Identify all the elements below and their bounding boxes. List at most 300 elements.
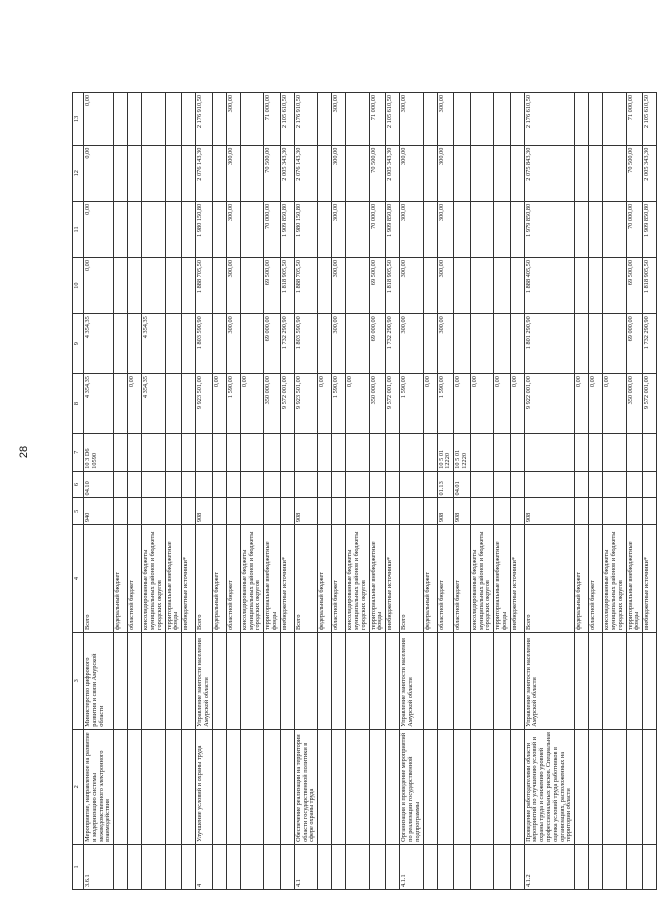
funding-source: областной бюджет (454, 525, 471, 633)
item-number (128, 844, 142, 889)
amount-cell: 300,00 (226, 314, 240, 374)
amount-cell: 300,00 (226, 201, 240, 257)
code-section (626, 471, 643, 498)
amount-cell (346, 93, 369, 146)
code-article (643, 433, 657, 471)
item-name (386, 729, 400, 844)
amount-cell (142, 258, 165, 314)
code-section (142, 471, 165, 498)
amount-cell: 2 005 343,30 (386, 145, 400, 201)
item-name (212, 729, 226, 844)
amount-cell: 2 005 343,30 (280, 145, 294, 201)
item-number (165, 844, 182, 889)
amount-cell: 2 105 610,50 (280, 93, 294, 146)
code-grbs (165, 498, 182, 525)
code-section (510, 471, 524, 498)
column-number-row (73, 93, 84, 890)
responsible (454, 632, 471, 729)
table-row (264, 93, 281, 890)
amount-cell: 4 354,35 (142, 314, 165, 374)
item-name (626, 729, 643, 844)
amount-cell: 0,00 (454, 374, 471, 434)
amount-cell (510, 93, 524, 146)
amount-cell: 1 590,00 (400, 374, 423, 434)
code-section (264, 471, 281, 498)
amount-cell: 1 818 905,50 (280, 258, 294, 314)
funding-source: Всего (196, 525, 213, 633)
item-name (128, 729, 142, 844)
amount-cell: 9 923 501,00 (294, 374, 317, 434)
amount-cell: 69 500,00 (369, 258, 386, 314)
code-grbs (400, 498, 423, 525)
responsible (142, 632, 165, 729)
item-number (437, 844, 454, 889)
amount-cell (142, 145, 165, 201)
table-row (423, 93, 437, 890)
table-row (142, 93, 165, 890)
column-number-7: 7 (73, 433, 84, 471)
funding-source: внебюджетные источники* (182, 525, 196, 633)
code-grbs (142, 498, 165, 525)
code-section (182, 471, 196, 498)
amount-cell: 1 590,00 (437, 374, 454, 434)
code-section (494, 471, 511, 498)
amount-cell: 70 000,00 (264, 201, 281, 257)
code-article (332, 433, 346, 471)
code-article (212, 433, 226, 471)
table-row (84, 93, 114, 890)
item-number (589, 844, 603, 889)
amount-cell (494, 201, 511, 257)
funding-source: территориальные внебюджетные фонды (264, 525, 281, 633)
item-number (318, 844, 332, 889)
table-row (114, 93, 128, 890)
amount-cell: 2 176 910,50 (196, 93, 213, 146)
amount-cell: 1 801 290,90 (524, 314, 575, 374)
amount-cell (470, 258, 493, 314)
table-row (240, 93, 263, 890)
item-name: Проведение работодателями области мероприятий по улучшению условий и охраны труда и снижению уровней профессиональных рисков. Специальная оценка условий труда работников в организациях, расположенных на территории области (524, 729, 575, 844)
amount-cell (212, 145, 226, 201)
amount-cell (589, 145, 603, 201)
code-article: 10 3 D6 10590 (84, 433, 114, 471)
amount-cell: 70 500,00 (264, 145, 281, 201)
amount-cell (470, 145, 493, 201)
code-section: 04.10 (84, 471, 114, 498)
funding-source: Всего (294, 525, 317, 633)
funding-source: территориальные внебюджетные фонды (369, 525, 386, 633)
code-article (165, 433, 182, 471)
amount-cell: 69 500,00 (626, 258, 643, 314)
code-article (626, 433, 643, 471)
item-number (603, 844, 626, 889)
item-number (280, 844, 294, 889)
responsible (280, 632, 294, 729)
amount-cell (470, 314, 493, 374)
column-number-1: 1 (73, 844, 84, 889)
code-article (524, 433, 575, 471)
responsible: Управление занятости населения Амурской области (196, 632, 213, 729)
amount-cell: 9 923 501,00 (196, 374, 213, 434)
item-name (240, 729, 263, 844)
amount-cell: 2 005 343,30 (643, 145, 657, 201)
code-grbs (386, 498, 400, 525)
amount-cell: 0,00 (494, 374, 511, 434)
amount-cell: 71 000,00 (264, 93, 281, 146)
responsible (510, 632, 524, 729)
table-row (294, 93, 317, 890)
amount-cell (165, 258, 182, 314)
amount-cell: 4 354,35 (84, 374, 114, 434)
item-number (264, 844, 281, 889)
amount-cell (318, 258, 332, 314)
amount-cell: 69 000,00 (626, 314, 643, 374)
amount-cell (494, 145, 511, 201)
amount-cell (114, 374, 128, 434)
responsible (264, 632, 281, 729)
amount-cell (114, 314, 128, 374)
amount-cell (575, 93, 589, 146)
table-row (470, 93, 493, 890)
amount-cell (575, 145, 589, 201)
item-number (626, 844, 643, 889)
item-number: 3.6.1 (84, 844, 114, 889)
code-grbs (510, 498, 524, 525)
item-name (454, 729, 471, 844)
amount-cell (423, 258, 437, 314)
amount-cell: 1 590,00 (332, 374, 346, 434)
table-row (386, 93, 400, 890)
amount-cell: 71 000,00 (369, 93, 386, 146)
funding-source: территориальные внебюджетные фонды (494, 525, 511, 633)
amount-cell: 4 354,35 (142, 374, 165, 434)
code-grbs (114, 498, 128, 525)
amount-cell (182, 145, 196, 201)
amount-cell: 1 909 850,80 (280, 201, 294, 257)
item-number: 4.1 (294, 844, 317, 889)
amount-cell (454, 201, 471, 257)
code-grbs: 908 (437, 498, 454, 525)
amount-cell: 4 354,35 (84, 314, 114, 374)
amount-cell: 0,00 (603, 374, 626, 434)
table-row (626, 93, 643, 890)
code-section (400, 471, 423, 498)
responsible (332, 632, 346, 729)
table-row (454, 93, 471, 890)
amount-cell (165, 374, 182, 434)
funding-source: федеральный бюджет (114, 525, 128, 633)
code-article (294, 433, 317, 471)
item-number (643, 844, 657, 889)
responsible (182, 632, 196, 729)
item-name (589, 729, 603, 844)
amount-cell (128, 314, 142, 374)
budget-table-body (84, 93, 657, 890)
table-row (212, 93, 226, 890)
code-section (196, 471, 213, 498)
item-number (226, 844, 240, 889)
item-number (142, 844, 165, 889)
item-name (494, 729, 511, 844)
column-number-13: 13 (73, 93, 84, 146)
amount-cell (212, 93, 226, 146)
amount-cell (240, 314, 263, 374)
item-name: Организация и проведение мероприятий по реализации государственной подпрограммы (400, 729, 423, 844)
item-name (114, 729, 128, 844)
item-name (510, 729, 524, 844)
amount-cell: 1 888 705,50 (196, 258, 213, 314)
amount-cell: 1 909 850,80 (643, 201, 657, 257)
item-number (386, 844, 400, 889)
funding-source: внебюджетные источники* (386, 525, 400, 633)
code-section (240, 471, 263, 498)
amount-cell: 350 000,00 (626, 374, 643, 434)
amount-cell (423, 93, 437, 146)
code-article (128, 433, 142, 471)
column-number-3: 3 (73, 632, 84, 729)
table-row (575, 93, 589, 890)
code-grbs (626, 498, 643, 525)
amount-cell (165, 145, 182, 201)
amount-cell (142, 93, 165, 146)
item-number: 4.1.1 (400, 844, 423, 889)
item-number (114, 844, 128, 889)
amount-cell: 2 105 610,50 (643, 93, 657, 146)
amount-cell: 300,00 (437, 201, 454, 257)
responsible (437, 632, 454, 729)
funding-source: территориальные внебюджетные фонды (165, 525, 182, 633)
amount-cell (510, 314, 524, 374)
amount-cell: 69 500,00 (264, 258, 281, 314)
code-section (643, 471, 657, 498)
code-section (369, 471, 386, 498)
amount-cell: 1 803 590,90 (294, 314, 317, 374)
amount-cell: 1 803 590,90 (196, 314, 213, 374)
amount-cell: 1 980 150,80 (196, 201, 213, 257)
amount-cell: 350 000,00 (369, 374, 386, 434)
amount-cell (212, 201, 226, 257)
responsible (386, 632, 400, 729)
code-article (369, 433, 386, 471)
funding-source: консолидированные бюджеты муниципальных районов и бюджеты городских округов (240, 525, 263, 633)
responsible (346, 632, 369, 729)
table-row (510, 93, 524, 890)
amount-cell: 300,00 (400, 201, 423, 257)
table-row (437, 93, 454, 890)
amount-cell: 1 980 150,80 (294, 201, 317, 257)
funding-source: Всего (400, 525, 423, 633)
amount-cell: 300,00 (226, 258, 240, 314)
column-number-8: 8 (73, 374, 84, 434)
amount-cell: 300,00 (332, 314, 346, 374)
amount-cell: 2 075 843,30 (524, 145, 575, 201)
funding-source: консолидированные бюджеты муниципальных районов и бюджеты городских округов (470, 525, 493, 633)
amount-cell: 69 000,00 (264, 314, 281, 374)
amount-cell: 70 000,00 (369, 201, 386, 257)
amount-cell: 1 590,00 (226, 374, 240, 434)
amount-cell (212, 258, 226, 314)
amount-cell: 300,00 (400, 258, 423, 314)
amount-cell (423, 201, 437, 257)
amount-cell (470, 93, 493, 146)
item-number: 4 (196, 844, 213, 889)
amount-cell (510, 145, 524, 201)
item-name (575, 729, 589, 844)
amount-cell: 2 176 610,50 (524, 93, 575, 146)
column-number-4: 4 (73, 525, 84, 633)
item-number (212, 844, 226, 889)
code-section (280, 471, 294, 498)
amount-cell: 0,00 (423, 374, 437, 434)
code-article (280, 433, 294, 471)
item-number (369, 844, 386, 889)
item-name (437, 729, 454, 844)
amount-cell (346, 258, 369, 314)
amount-cell: 1 732 290,90 (386, 314, 400, 374)
code-grbs (369, 498, 386, 525)
responsible: Управление занятости населения Амурской области (400, 632, 423, 729)
amount-cell (182, 201, 196, 257)
item-name (332, 729, 346, 844)
responsible (494, 632, 511, 729)
code-article (318, 433, 332, 471)
code-grbs (470, 498, 493, 525)
amount-cell: 1 732 290,90 (280, 314, 294, 374)
item-name (423, 729, 437, 844)
column-number-12: 12 (73, 145, 84, 201)
table-row (165, 93, 182, 890)
column-number-6: 6 (73, 471, 84, 498)
code-article (510, 433, 524, 471)
amount-cell (114, 201, 128, 257)
code-grbs (240, 498, 263, 525)
table-row (494, 93, 511, 890)
item-name (165, 729, 182, 844)
table-row (318, 93, 332, 890)
amount-cell (165, 314, 182, 374)
amount-cell: 0,00 (318, 374, 332, 434)
table-row (346, 93, 369, 890)
code-article: 10 5 01 12220 (437, 433, 454, 471)
funding-source: областной бюджет (332, 525, 346, 633)
table-row (332, 93, 346, 890)
code-grbs: 908 (196, 498, 213, 525)
amount-cell (128, 93, 142, 146)
code-grbs (589, 498, 603, 525)
amount-cell (128, 145, 142, 201)
amount-cell (318, 314, 332, 374)
amount-cell: 9 572 001,00 (643, 374, 657, 434)
amount-cell: 0,00 (470, 374, 493, 434)
amount-cell (182, 258, 196, 314)
funding-source: Всего (524, 525, 575, 633)
responsible (114, 632, 128, 729)
item-number (454, 844, 471, 889)
amount-cell: 0,00 (240, 374, 263, 434)
responsible (589, 632, 603, 729)
responsible (226, 632, 240, 729)
code-article (423, 433, 437, 471)
code-grbs (494, 498, 511, 525)
responsible (128, 632, 142, 729)
table-row (128, 93, 142, 890)
amount-cell (240, 93, 263, 146)
funding-source: Всего (84, 525, 114, 633)
code-article (226, 433, 240, 471)
item-number (332, 844, 346, 889)
code-section (470, 471, 493, 498)
amount-cell: 0,00 (84, 258, 114, 314)
budget-table (72, 92, 657, 890)
amount-cell (182, 374, 196, 434)
responsible (643, 632, 657, 729)
amount-cell: 1 732 290,90 (643, 314, 657, 374)
funding-source: областной бюджет (128, 525, 142, 633)
amount-cell: 300,00 (332, 258, 346, 314)
code-section (226, 471, 240, 498)
code-grbs: 908 (294, 498, 317, 525)
amount-cell (454, 258, 471, 314)
amount-cell (165, 93, 182, 146)
item-name (643, 729, 657, 844)
item-name (346, 729, 369, 844)
code-section (212, 471, 226, 498)
table-row (643, 93, 657, 890)
amount-cell: 2 105 610,50 (386, 93, 400, 146)
item-number: 4.1.2 (524, 844, 575, 889)
amount-cell (128, 201, 142, 257)
amount-cell: 300,00 (400, 145, 423, 201)
amount-cell (603, 314, 626, 374)
item-number (346, 844, 369, 889)
code-article (589, 433, 603, 471)
amount-cell: 2 176 910,50 (294, 93, 317, 146)
item-number (470, 844, 493, 889)
amount-cell (114, 93, 128, 146)
amount-cell: 300,00 (332, 93, 346, 146)
table-row (196, 93, 213, 890)
funding-source: территориальные внебюджетные фонды (626, 525, 643, 633)
code-section: 04.01 (454, 471, 471, 498)
amount-cell (589, 93, 603, 146)
funding-source: федеральный бюджет (575, 525, 589, 633)
amount-cell: 1 909 850,80 (386, 201, 400, 257)
table-row (589, 93, 603, 890)
amount-cell (318, 93, 332, 146)
item-name (142, 729, 165, 844)
code-grbs (226, 498, 240, 525)
responsible (603, 632, 626, 729)
amount-cell: 70 500,00 (369, 145, 386, 201)
responsible (212, 632, 226, 729)
amount-cell: 1 888 705,50 (294, 258, 317, 314)
code-grbs (575, 498, 589, 525)
amount-cell: 350 000,00 (264, 374, 281, 434)
code-grbs (212, 498, 226, 525)
page-number: 28 (18, 445, 31, 459)
amount-cell (575, 314, 589, 374)
amount-cell: 9 572 001,00 (280, 374, 294, 434)
code-article (346, 433, 369, 471)
amount-cell: 70 000,00 (626, 201, 643, 257)
amount-cell (423, 145, 437, 201)
code-section (589, 471, 603, 498)
code-section (524, 471, 575, 498)
amount-cell: 1 979 850,80 (524, 201, 575, 257)
item-name (603, 729, 626, 844)
rotated-table-container (72, 92, 651, 890)
amount-cell: 2 076 143,30 (196, 145, 213, 201)
